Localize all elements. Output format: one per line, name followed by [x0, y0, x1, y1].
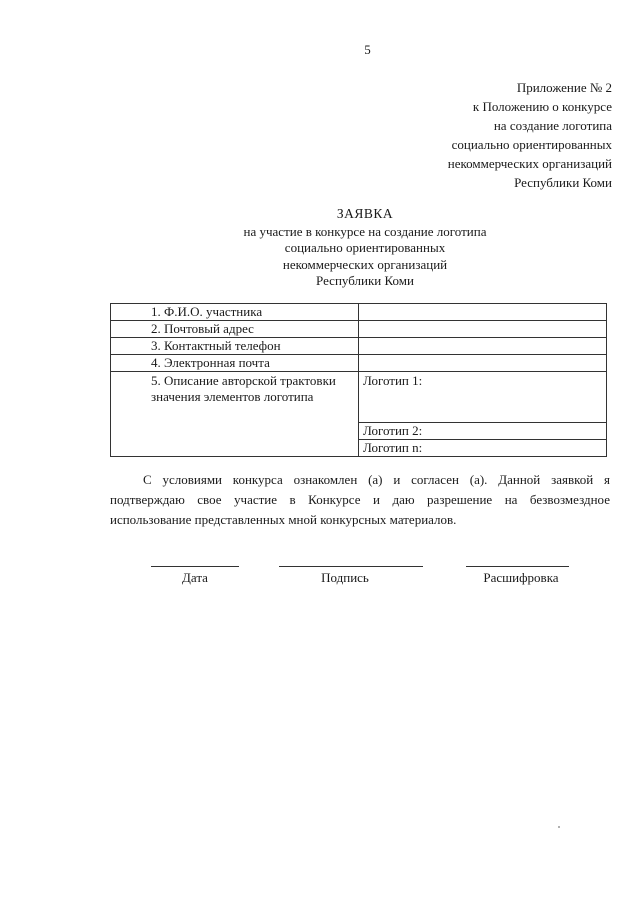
appendix-line: Приложение № 2: [516, 80, 612, 95]
contact-phone-field[interactable]: [358, 338, 606, 355]
appendix-line: Республики Коми: [514, 175, 612, 190]
logo-2-field[interactable]: Логотип 2:: [358, 423, 606, 440]
logo-description-label: 5. Описание авторской трактовки значения элементов логотипа: [111, 372, 359, 457]
appendix-line: социально ориентированных: [451, 137, 612, 152]
title-line: социально ориентированных: [284, 240, 446, 255]
title-line: некоммерческих организаций: [282, 256, 448, 272]
page-title: ЗАЯВКА: [336, 206, 394, 221]
table-row: [111, 321, 607, 338]
appendix-line: на создание логотипа: [493, 118, 612, 133]
contact-phone-label: 3. Контактный телефон: [111, 338, 359, 355]
participant-name-field[interactable]: [358, 304, 606, 321]
signature-line: [279, 566, 423, 567]
appendix-header: [448, 78, 612, 192]
decoding-label: Расшифровка: [483, 570, 559, 585]
appendix-line: к Положению о конкурсе: [472, 99, 612, 114]
table-row: [111, 355, 607, 372]
title-line: на участие в конкурсе на создание логотипа: [243, 223, 487, 239]
logo-1-field[interactable]: Логотип 1:: [358, 372, 606, 423]
participant-name-label: 1. Ф.И.О. участника: [111, 304, 359, 321]
email-field[interactable]: [358, 355, 606, 372]
table-row: [111, 304, 607, 321]
signature-label: Подпись: [321, 570, 369, 585]
date-label: Дата: [182, 570, 208, 585]
email-label: 4. Электронная почта: [111, 355, 359, 372]
title-line: Республики Коми: [316, 273, 414, 288]
date-signature-line: [151, 566, 239, 567]
table-row: [111, 338, 607, 355]
postal-address-label: 2. Почтовый адрес: [111, 321, 359, 338]
table-row: [111, 372, 607, 423]
postal-address-field[interactable]: [358, 321, 606, 338]
page-number: 5: [364, 42, 371, 57]
logo-n-field[interactable]: Логотип n:: [358, 440, 606, 457]
application-form-table: [110, 303, 607, 457]
decoding-signature-line: [466, 566, 569, 567]
scan-speck: [558, 826, 560, 828]
appendix-line: некоммерческих организаций: [447, 156, 612, 171]
application-title: [95, 206, 635, 290]
agreement-text: С условиями конкурса ознакомлен (а) и согласен (а). Данной заявкой я подтверждаю свое участие в Конкурсе и даю разрешение на безвозмездное использование представленных мной конкурсных материалов.: [110, 472, 610, 527]
